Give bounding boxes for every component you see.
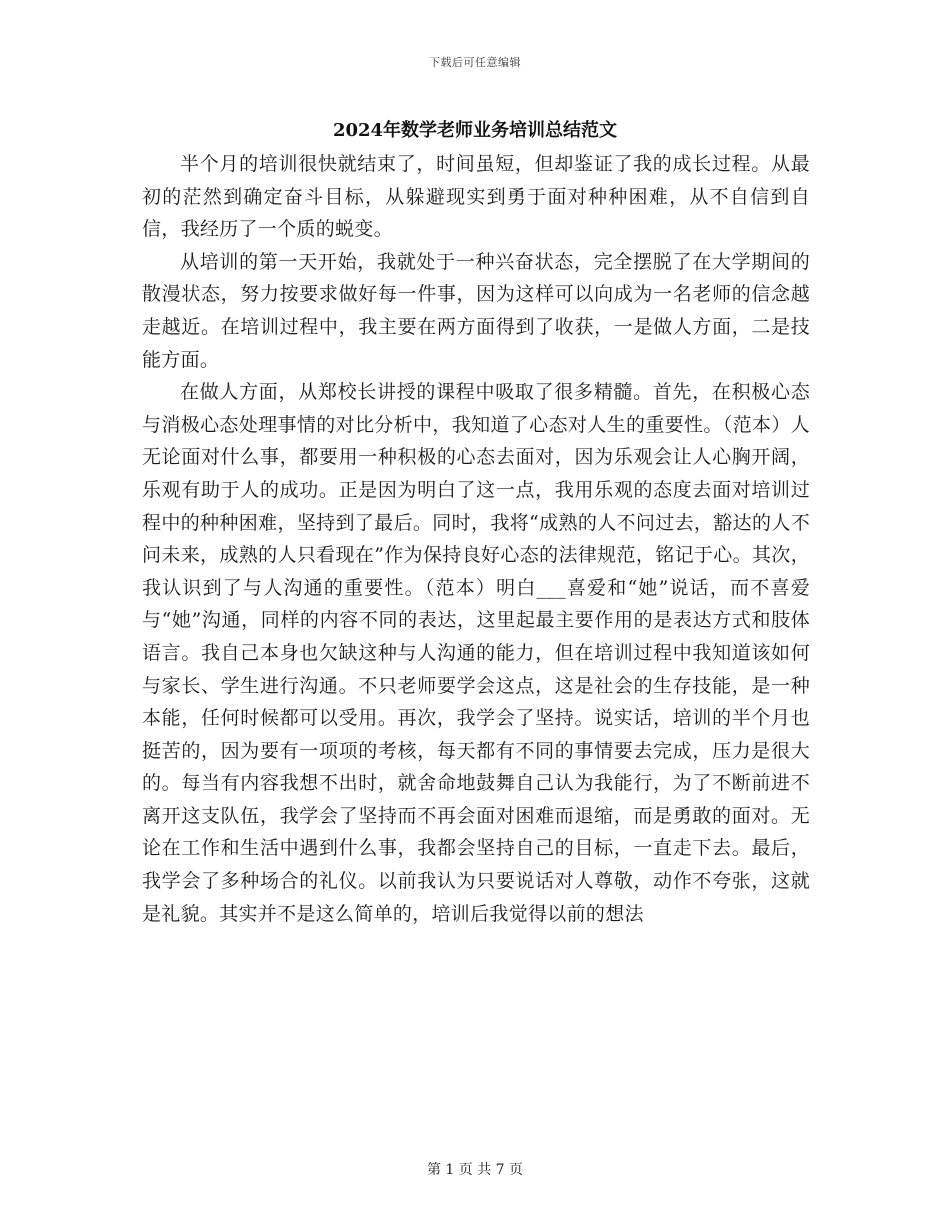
document-title: 2024年数学老师业务培训总结范文 bbox=[332, 120, 618, 141]
paragraph-3: 在做人方面，从郑校长讲授的课程中吸取了很多精髓。首先，在积极心态与消极心态处理事情的对比分析中，我知道了心态对人生的重要性。（范本）人无论面对什么事，都要用一种积极的心态去面对，因为乐观会让人心胸开阔，乐观有助于人的成功。正是因为明白了这一点，我用乐观的态度去面对培训过程中的种种困难，坚持到了最后。同时，我将“成熟的人不问过去，豁达的人不问未来，成熟的人只看现在”作为保持良好心态的法律规范，铭记于心。其次，我认识到了与人沟通的重要性。（范本）明白___喜爱和“她”说话，而不喜爱与“她”沟通，同样的内容不同的表达，这里起最主要作用的是表达方式和肢体语言。我自己本身也欠缺这种与人沟通的能力，但在培训过程中我知道该如何与家长、学生进行沟通。不只老师要学会这点，这是社会的生存技能，是一种本能，任何时候都可以受用。再次，我学会了坚持。说实话，培训的半个月也挺苦的，因为要有一项项的考核，每天都有不同的事情要去完成，压力是很大的。每当有内容我想不出时，就舍命地鼓舞自己认为我能行，为了不断前进不离开这支队伍，我学会了坚持而不再会面对困难而退缩，而是勇敢的面对。无论在工作和生活中遇到什么事，我都会坚持自己的目标，一直走下去。最后，我学会了多种场合的礼仪。以前我认为只要说话对人尊敬，动作不夸张，这就是礼貌。其实并不是这么简单的，培训后我觉得以前的想法 bbox=[142, 381, 810, 925]
paragraph-2: 从培训的第一天开始，我就处于一种兴奋状态，完全摆脱了在大学期间的散漫状态，努力按要求做好每一件事，因为这样可以向成为一名老师的信念越走越近。在培训过程中，我主要在两方面得到了收获，一是做人方面，二是技能方面。 bbox=[142, 250, 810, 371]
page-number: 第 1 页 共 7 页 bbox=[426, 1162, 524, 1178]
header-note: 下载后可任意编辑 bbox=[429, 56, 521, 69]
document-body bbox=[142, 148, 810, 930]
paragraph-1: 半个月的培训很快就结束了，时间虽短，但却鉴证了我的成长过程。从最初的茫然到确定奋斗目标，从躲避现实到勇于面对种种困难，从不自信到自信，我经历了一个质的蜕变。 bbox=[142, 153, 810, 241]
